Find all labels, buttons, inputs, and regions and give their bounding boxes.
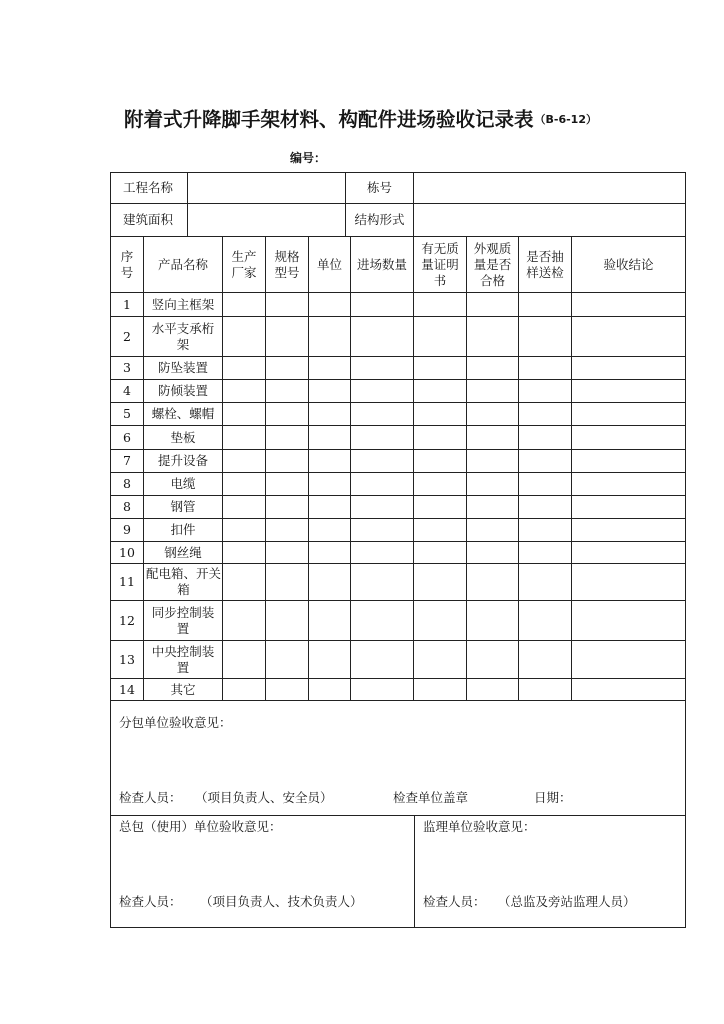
cell-conclusion — [572, 641, 686, 679]
cell-manufacturer — [223, 357, 266, 380]
serial-number-label: 编号： — [290, 151, 327, 165]
header-manufacturer-text: 生产厂家 — [231, 248, 257, 280]
row-number: 11 — [111, 564, 144, 601]
header-conclusion: 验收结论 — [572, 237, 686, 293]
cell-manufacturer — [223, 641, 266, 679]
row-number: 10 — [111, 542, 144, 564]
building-no-value — [414, 173, 686, 204]
subcontractor-inspector-roles: （项目负责人、安全员） — [195, 790, 333, 805]
cell-sampled — [519, 357, 572, 380]
table-row — [111, 641, 686, 679]
acceptance-form — [110, 172, 685, 928]
cell-manufacturer — [223, 564, 266, 601]
header-spec-model-text: 规格型号 — [274, 248, 300, 280]
row-number: 12 — [111, 601, 144, 641]
cell-appearance-ok — [467, 473, 519, 496]
supervisor-opinion-box — [415, 816, 686, 928]
row-number: 8 — [111, 496, 144, 519]
cell-quality-certificate — [414, 641, 467, 679]
supervisor-opinion-label: 监理单位验收意见： — [423, 819, 536, 834]
product-name: 防倾装置 — [144, 380, 223, 403]
cell-quality-certificate — [414, 403, 467, 426]
structure-type-value — [414, 204, 686, 237]
header-sampled-text: 是否抽样送检 — [526, 248, 564, 280]
header-appearance-ok-text: 外观质量是否合格 — [473, 240, 512, 288]
cell-sampled — [519, 679, 572, 701]
cell-appearance-ok — [467, 564, 519, 601]
cell-sampled — [519, 542, 572, 564]
project-info-table — [110, 172, 686, 237]
table-row — [111, 293, 686, 317]
cell-quality-certificate — [414, 542, 467, 564]
cell-sampled — [519, 519, 572, 542]
cell-quality-certificate — [414, 679, 467, 701]
cell-sampled — [519, 450, 572, 473]
cell-quality-certificate — [414, 519, 467, 542]
product-name: 提升设备 — [144, 450, 223, 473]
cell-sampled — [519, 426, 572, 450]
cell-quality-certificate — [414, 450, 467, 473]
cell-quantity — [351, 601, 414, 641]
cell-appearance-ok — [467, 357, 519, 380]
cell-quantity — [351, 473, 414, 496]
table-row — [111, 473, 686, 496]
table-row — [111, 380, 686, 403]
product-name-text: 水平支承桁架 — [151, 320, 215, 352]
cell-quality-certificate — [414, 496, 467, 519]
cell-quality-certificate — [414, 473, 467, 496]
table-row — [111, 403, 686, 426]
cell-manufacturer — [223, 519, 266, 542]
row-number: 2 — [111, 317, 144, 357]
cell-appearance-ok — [467, 403, 519, 426]
building-info-row — [111, 204, 686, 237]
product-name-text: 同步控制装置 — [151, 604, 215, 636]
cell-manufacturer — [223, 679, 266, 701]
product-name: 防坠装置 — [144, 357, 223, 380]
header-quality-certificate — [414, 237, 467, 293]
cell-unit — [309, 496, 351, 519]
cell-sampled — [519, 473, 572, 496]
project-name-value — [188, 173, 346, 204]
subcontractor-opinion-row — [111, 701, 686, 816]
cell-conclusion — [572, 679, 686, 701]
row-number: 1 — [111, 293, 144, 317]
cell-appearance-ok — [467, 450, 519, 473]
cell-manufacturer — [223, 293, 266, 317]
cell-quantity — [351, 380, 414, 403]
row-number: 3 — [111, 357, 144, 380]
cell-manufacturer — [223, 380, 266, 403]
cell-manufacturer — [223, 496, 266, 519]
row-number: 13 — [111, 641, 144, 679]
cell-sampled — [519, 496, 572, 519]
product-name: 钢管 — [144, 496, 223, 519]
subcontractor-opinion-label: 分包单位验收意见： — [119, 715, 232, 730]
cell-conclusion — [572, 293, 686, 317]
cell-spec-model — [266, 519, 309, 542]
supervisor-inspector-roles: （总监及旁站监理人员） — [498, 894, 636, 909]
project-name-label: 工程名称 — [111, 173, 188, 204]
cell-quantity — [351, 641, 414, 679]
header-manufacturer — [223, 237, 266, 293]
cell-quality-certificate — [414, 317, 467, 357]
table-row — [111, 679, 686, 701]
cell-quantity — [351, 542, 414, 564]
cell-manufacturer — [223, 403, 266, 426]
cell-quantity — [351, 293, 414, 317]
cell-quantity — [351, 450, 414, 473]
general-contractor-opinion-box — [111, 816, 415, 928]
row-number: 4 — [111, 380, 144, 403]
table-row — [111, 450, 686, 473]
product-name: 螺栓、螺帽 — [144, 403, 223, 426]
cell-sampled — [519, 601, 572, 641]
cell-spec-model — [266, 679, 309, 701]
cell-unit — [309, 450, 351, 473]
cell-conclusion — [572, 519, 686, 542]
cell-spec-model — [266, 380, 309, 403]
cell-unit — [309, 317, 351, 357]
product-name — [144, 601, 223, 641]
building-area-value — [188, 204, 346, 237]
cell-conclusion — [572, 601, 686, 641]
subcontractor-opinion-box — [111, 701, 686, 816]
cell-quality-certificate — [414, 380, 467, 403]
cell-sampled — [519, 403, 572, 426]
cell-conclusion — [572, 426, 686, 450]
cell-quantity — [351, 519, 414, 542]
opinions-table — [110, 700, 686, 928]
cell-spec-model — [266, 542, 309, 564]
cell-conclusion — [572, 496, 686, 519]
cell-quality-certificate — [414, 564, 467, 601]
cell-quality-certificate — [414, 293, 467, 317]
cell-sampled — [519, 641, 572, 679]
document-title-text: 附着式升降脚手架材料、构配件进场验收记录表 — [124, 108, 534, 131]
header-sampled — [519, 237, 572, 293]
cell-conclusion — [572, 542, 686, 564]
cell-appearance-ok — [467, 542, 519, 564]
cell-appearance-ok — [467, 293, 519, 317]
general-contractor-inspector-roles: （项目负责人、技术负责人） — [200, 894, 363, 909]
cell-quality-certificate — [414, 426, 467, 450]
cell-quantity — [351, 357, 414, 380]
header-spec-model — [266, 237, 309, 293]
cell-unit — [309, 601, 351, 641]
cell-spec-model — [266, 357, 309, 380]
product-name: 垫板 — [144, 426, 223, 450]
header-appearance-ok — [467, 237, 519, 293]
cell-unit — [309, 426, 351, 450]
table-row — [111, 357, 686, 380]
materials-table — [110, 236, 686, 701]
cell-spec-model — [266, 641, 309, 679]
cell-conclusion — [572, 450, 686, 473]
cell-spec-model — [266, 317, 309, 357]
cell-appearance-ok — [467, 679, 519, 701]
cell-appearance-ok — [467, 496, 519, 519]
cell-manufacturer — [223, 473, 266, 496]
cell-manufacturer — [223, 317, 266, 357]
subcontractor-inspector-label: 检查人员： — [119, 790, 182, 805]
cell-conclusion — [572, 317, 686, 357]
general-contractor-inspector-label: 检查人员： — [119, 894, 182, 909]
cell-spec-model — [266, 426, 309, 450]
building-area-label: 建筑面积 — [111, 204, 188, 237]
cell-quantity — [351, 564, 414, 601]
building-no-label: 栋号 — [346, 173, 414, 204]
structure-type-label: 结构形式 — [346, 204, 414, 237]
cell-appearance-ok — [467, 380, 519, 403]
cell-manufacturer — [223, 601, 266, 641]
subcontractor-seal-label: 检查单位盖章 — [393, 790, 469, 805]
cell-quantity — [351, 317, 414, 357]
cell-quality-certificate — [414, 357, 467, 380]
cell-conclusion — [572, 564, 686, 601]
row-number: 8 — [111, 473, 144, 496]
cell-unit — [309, 403, 351, 426]
product-name — [144, 317, 223, 357]
product-name: 其它 — [144, 679, 223, 701]
product-name — [144, 564, 223, 601]
cell-manufacturer — [223, 450, 266, 473]
table-header-row — [111, 237, 686, 293]
product-name — [144, 641, 223, 679]
cell-quantity — [351, 679, 414, 701]
cell-appearance-ok — [467, 601, 519, 641]
contractor-supervisor-opinion-row — [111, 816, 686, 928]
form-code: （B-6-12） — [534, 113, 597, 126]
cell-conclusion — [572, 380, 686, 403]
header-no — [111, 237, 144, 293]
cell-unit — [309, 380, 351, 403]
header-quality-certificate-text: 有无质量证明书 — [421, 240, 459, 288]
cell-unit — [309, 293, 351, 317]
project-info-row — [111, 173, 686, 204]
cell-appearance-ok — [467, 641, 519, 679]
cell-conclusion — [572, 403, 686, 426]
product-name: 竖向主框架 — [144, 293, 223, 317]
cell-unit — [309, 641, 351, 679]
cell-sampled — [519, 564, 572, 601]
cell-appearance-ok — [467, 426, 519, 450]
table-row — [111, 601, 686, 641]
header-quantity: 进场数量 — [351, 237, 414, 293]
cell-unit — [309, 542, 351, 564]
general-contractor-opinion-label: 总包（使用）单位验收意见： — [119, 819, 282, 834]
row-number: 7 — [111, 450, 144, 473]
cell-spec-model — [266, 450, 309, 473]
header-no-text: 序号 — [120, 248, 134, 280]
table-row — [111, 542, 686, 564]
cell-quality-certificate — [414, 601, 467, 641]
header-unit: 单位 — [309, 237, 351, 293]
cell-sampled — [519, 380, 572, 403]
row-number: 9 — [111, 519, 144, 542]
cell-spec-model — [266, 473, 309, 496]
cell-spec-model — [266, 403, 309, 426]
row-number: 14 — [111, 679, 144, 701]
cell-unit — [309, 473, 351, 496]
product-name: 钢丝绳 — [144, 542, 223, 564]
cell-spec-model — [266, 496, 309, 519]
cell-manufacturer — [223, 426, 266, 450]
cell-appearance-ok — [467, 519, 519, 542]
subcontractor-date-label: 日期： — [534, 790, 572, 805]
table-row — [111, 496, 686, 519]
cell-sampled — [519, 317, 572, 357]
cell-quantity — [351, 403, 414, 426]
table-row — [111, 519, 686, 542]
cell-conclusion — [572, 357, 686, 380]
table-row — [111, 426, 686, 450]
product-name-text: 中央控制装置 — [151, 643, 215, 675]
cell-conclusion — [572, 473, 686, 496]
row-number: 6 — [111, 426, 144, 450]
cell-sampled — [519, 293, 572, 317]
table-row — [111, 564, 686, 601]
cell-quantity — [351, 426, 414, 450]
cell-manufacturer — [223, 542, 266, 564]
product-name: 扣件 — [144, 519, 223, 542]
cell-spec-model — [266, 564, 309, 601]
cell-unit — [309, 564, 351, 601]
row-number: 5 — [111, 403, 144, 426]
product-name-text: 配电箱、开关箱 — [146, 566, 222, 597]
cell-spec-model — [266, 601, 309, 641]
supervisor-inspector-label: 检查人员： — [423, 894, 486, 909]
cell-unit — [309, 519, 351, 542]
document-title — [124, 104, 597, 132]
cell-unit — [309, 679, 351, 701]
cell-spec-model — [266, 293, 309, 317]
cell-appearance-ok — [467, 317, 519, 357]
cell-unit — [309, 357, 351, 380]
table-row — [111, 317, 686, 357]
cell-quantity — [351, 496, 414, 519]
header-product-name: 产品名称 — [144, 237, 223, 293]
product-name: 电缆 — [144, 473, 223, 496]
